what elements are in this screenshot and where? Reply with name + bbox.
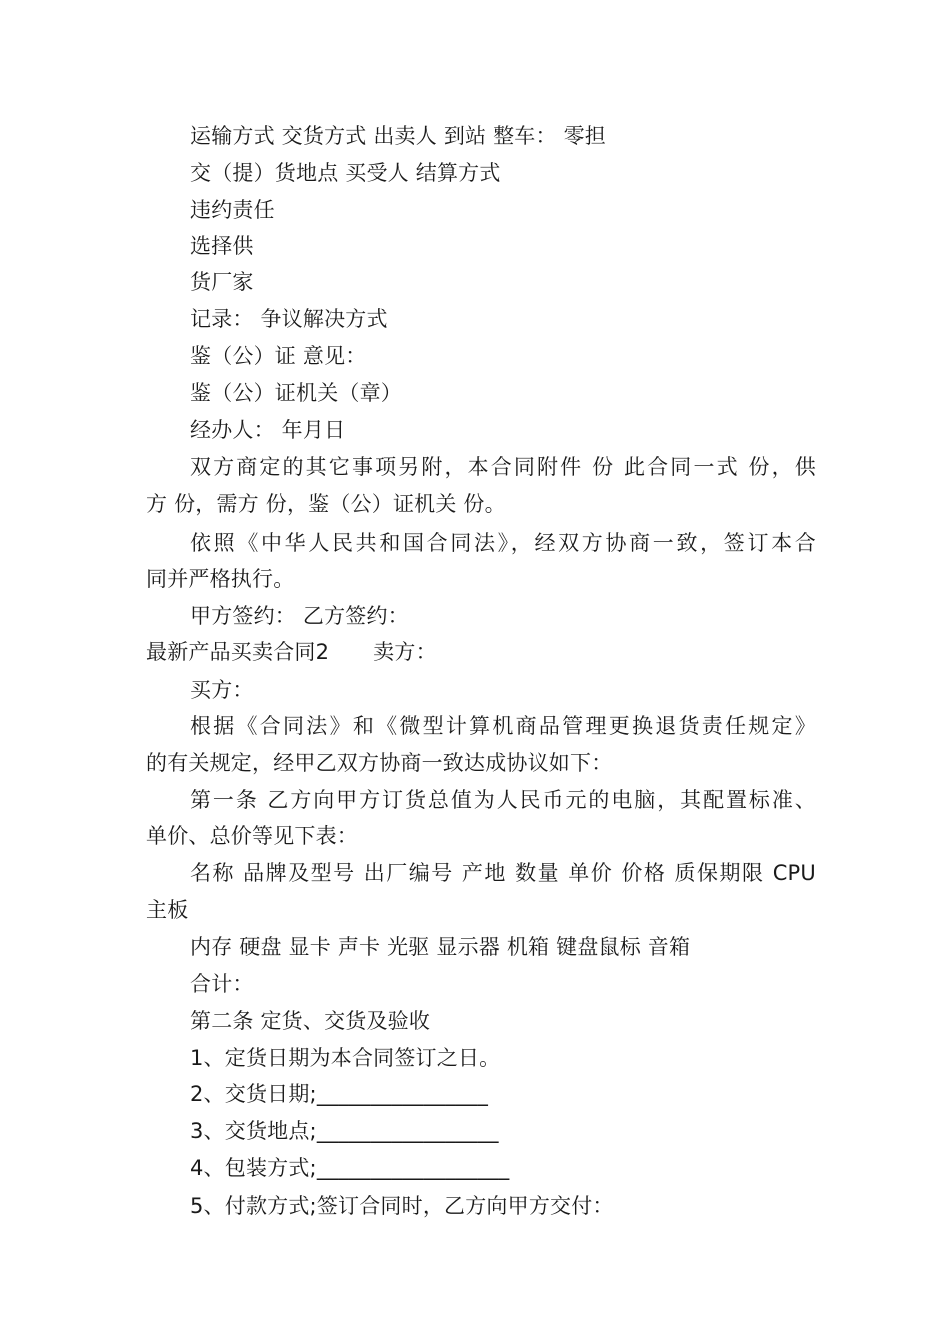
- doc-line-22: 名称 品牌及型号 出厂编号 产地 数量 单价 价格 质保期限 CPU: [190, 861, 816, 885]
- doc-line-6: 记录： 争议解决方式: [190, 307, 388, 331]
- contract-title-line: [146, 639, 816, 665]
- doc-line-28: 2、交货日期;________________: [190, 1082, 489, 1106]
- doc-line-3: 违约责任: [190, 198, 275, 222]
- doc-line-26: 第二条 定货、交货及验收: [190, 1009, 431, 1033]
- doc-line-31: 5、付款方式;签订合同时，乙方向甲方交付：: [190, 1194, 614, 1218]
- seller-label: 卖方：: [373, 640, 437, 664]
- doc-line-21: 单价、总价等见下表：: [146, 824, 358, 848]
- doc-line-18: 根据《合同法》和《微型计算机商品管理更换退货责任规定》: [190, 714, 816, 738]
- doc-line-12: 依照《中华人民共和国合同法》，经双方协商一致，签订本合: [190, 531, 816, 555]
- doc-line-30: 4、包装方式;__________________: [190, 1156, 510, 1180]
- doc-line-2: 交（提）货地点 买受人 结算方式: [190, 161, 501, 185]
- doc-line-1: 运输方式 交货方式 出卖人 到站 整车： 零担: [190, 124, 606, 148]
- doc-line-27: 1、定货日期为本合同签订之日。: [190, 1046, 501, 1070]
- doc-line-10: 双方商定的其它事项另附，本合同附件 份 此合同一式 份，供: [190, 455, 816, 479]
- doc-line-29: 3、交货地点;_________________: [190, 1119, 499, 1143]
- doc-line-17: 买方：: [190, 678, 254, 702]
- doc-line-24: 内存 硬盘 显卡 声卡 光驱 显示器 机箱 键盘鼠标 音箱: [190, 935, 691, 959]
- doc-line-20: 第一条 乙方向甲方订货总值为人民币元的电脑，其配置标准、: [190, 788, 816, 812]
- doc-line-8: 鉴（公）证机关（章）: [190, 381, 402, 405]
- contract-title: 最新产品买卖合同2: [146, 640, 330, 664]
- doc-line-23: 主板: [146, 898, 189, 922]
- doc-line-9: 经办人： 年月日: [190, 418, 346, 442]
- doc-line-5: 货厂家: [190, 270, 254, 294]
- doc-line-11: 方 份，需方 份，鉴（公）证机关 份。: [146, 492, 506, 516]
- doc-line-25: 合计：: [190, 972, 254, 996]
- doc-line-4: 选择供: [190, 234, 254, 258]
- doc-line-13: 同并严格执行。: [146, 567, 295, 591]
- doc-line-14: 甲方签约： 乙方签约：: [190, 604, 409, 628]
- doc-line-19: 的有关规定，经甲乙双方协商一致达成协议如下：: [146, 751, 613, 775]
- doc-line-7: 鉴（公）证 意见：: [190, 344, 367, 368]
